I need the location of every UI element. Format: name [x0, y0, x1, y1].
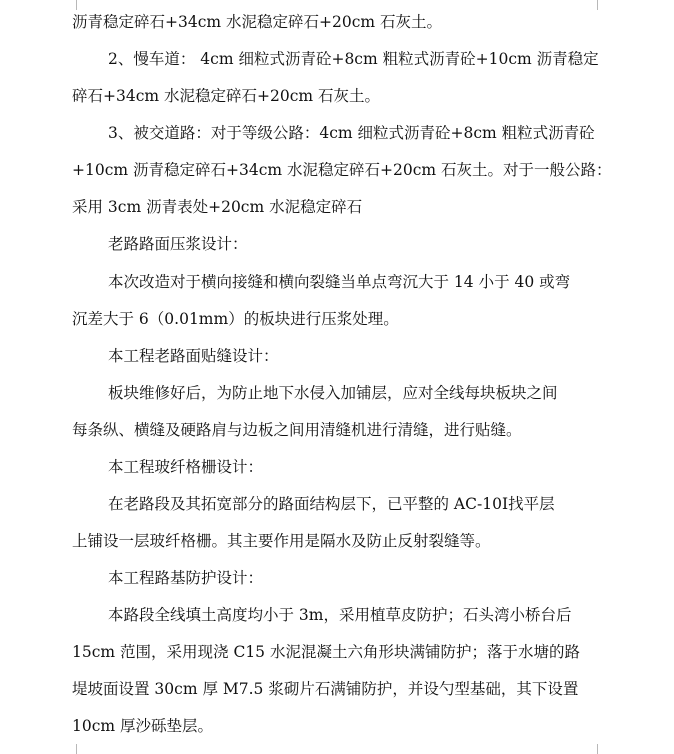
text-line: 本路段全线填土高度均小于 3m，采用植草皮防护；石头湾小桥台后	[108, 606, 572, 624]
text-line: 在老路段及其拓宽部分的路面结构层下，已平整的 AC-10Ⅰ找平层	[108, 495, 555, 513]
text-line: +10cm 沥青稳定碎石+34cm 水泥稳定碎石+20cm 石灰土。对于一般公路：	[72, 161, 612, 179]
page-corner-mark-top-right	[597, 0, 612, 10]
text-line: 碎石+34cm 水泥稳定碎石+20cm 石灰土。	[72, 87, 381, 105]
text-line: 每条纵、横缝及硬路肩与边板之间用清缝机进行清缝，进行贴缝。	[72, 421, 522, 439]
text-line: 采用 3cm 沥青表处+20cm 水泥稳定碎石	[72, 198, 363, 216]
text-line: 3、被交道路：对于等级公路：4cm 细粒式沥青砼+8cm 粗粒式沥青砼	[108, 124, 595, 142]
text-line: 10cm 厚沙砾垫层。	[72, 717, 214, 735]
section-heading: 本工程玻纤格栅设计：	[108, 458, 264, 476]
page-corner-mark-bottom-right	[597, 744, 612, 754]
text-line: 2、慢车道： 4cm 细粒式沥青砼+8cm 粗粒式沥青砼+10cm 沥青稳定	[108, 50, 599, 68]
text-line: 本次改造对于横向接缝和横向裂缝当单点弯沉大于 14 小于 40 或弯	[108, 273, 571, 291]
page-corner-mark-top-left	[62, 0, 77, 10]
text-line: 15cm 范围，采用现浇 C15 水泥混凝土六角形块满铺防护；落于水塘的路	[72, 643, 580, 661]
page-corner-mark-bottom-left	[62, 744, 77, 754]
text-line: 沉差大于 6（0.01mm）的板块进行压浆处理。	[72, 310, 399, 328]
section-heading: 本工程路基防护设计：	[108, 569, 264, 587]
text-line: 上铺设一层玻纤格栅。其主要作用是隔水及防止反射裂缝等。	[72, 532, 491, 550]
text-line: 沥青稳定碎石+34cm 水泥稳定碎石+20cm 石灰土。	[72, 13, 443, 31]
text-line: 板块维修好后，为防止地下水侵入加铺层，应对全线每块板块之间	[108, 384, 558, 402]
section-heading: 本工程老路面贴缝设计：	[108, 347, 279, 365]
section-heading: 老路路面压浆设计：	[108, 235, 248, 253]
text-line: 堤坡面设置 30cm 厚 M7.5 浆砌片石满铺防护，并设勺型基础，其下设置	[72, 680, 579, 698]
